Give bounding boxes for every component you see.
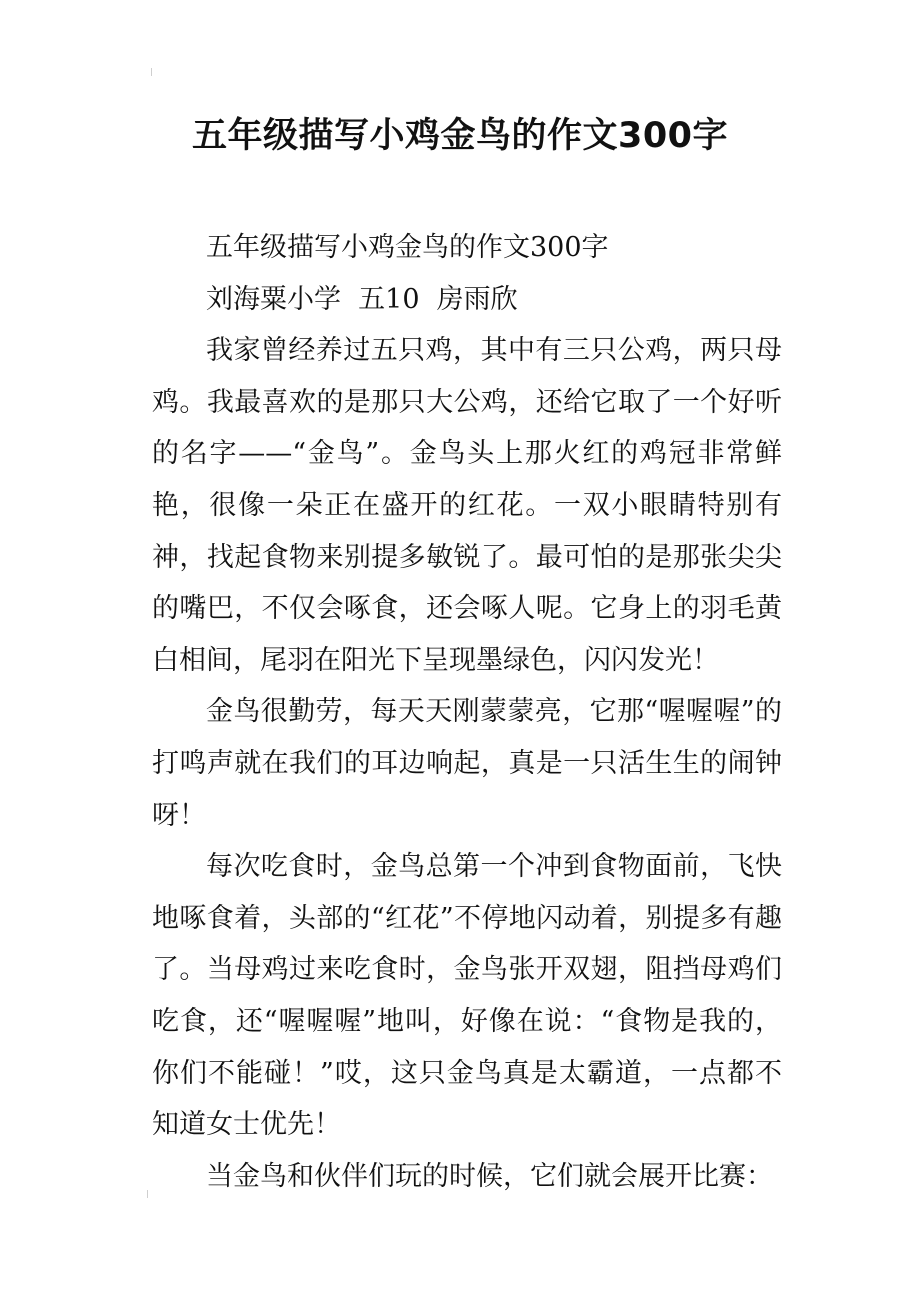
corner-mark-top — [151, 68, 156, 76]
paragraph-3: 每次吃食时，金鸟总第一个冲到食物面前，飞快地啄食着，头部的“红花”不停地闪动着，别提多有趣了。当母鸡过来吃食时，金鸟张开双翅，阻挡母鸡们吃食，还“喔喔喔”地叫，好像在说：“食物是我的，你们不能碰！”哎，这只金鸟真是太霸道，一点都不知道女士优先！ — [152, 851, 782, 1141]
document-title: 五年级描写小鸡金鸟的作文300字 — [191, 116, 729, 156]
subtitle-line: 五年级描写小鸡金鸟的作文300字 — [206, 232, 609, 263]
paragraph-2: 金鸟很勤劳，每天天刚蒙蒙亮，它那“喔喔喔”的打鸣声就在我们的耳边响起，真是一只活生生的闹钟呀！ — [152, 696, 782, 831]
author-line: 刘海粟小学 五10 房雨欣 — [206, 283, 518, 315]
paragraph-1: 我家曾经养过五只鸡，其中有三只公鸡，两只母鸡。我最喜欢的是那只大公鸡，还给它取了一个好听的名字——“金鸟”。金鸟头上那火红的鸡冠非常鲜艳，很像一朵正在盛开的红花。一双小眼睛特别有神，找起食物来别提多敏锐了。最可怕的是那张尖尖的嘴巴，不仅会啄食，还会啄人呢。它身上的羽毛黄白相间，尾羽在阳光下呈现墨绿色，闪闪发光！ — [152, 335, 782, 676]
paragraph-4: 当金鸟和伙伴们玩的时候，它们就会展开比赛： — [206, 1160, 773, 1192]
document-body — [152, 222, 782, 1202]
